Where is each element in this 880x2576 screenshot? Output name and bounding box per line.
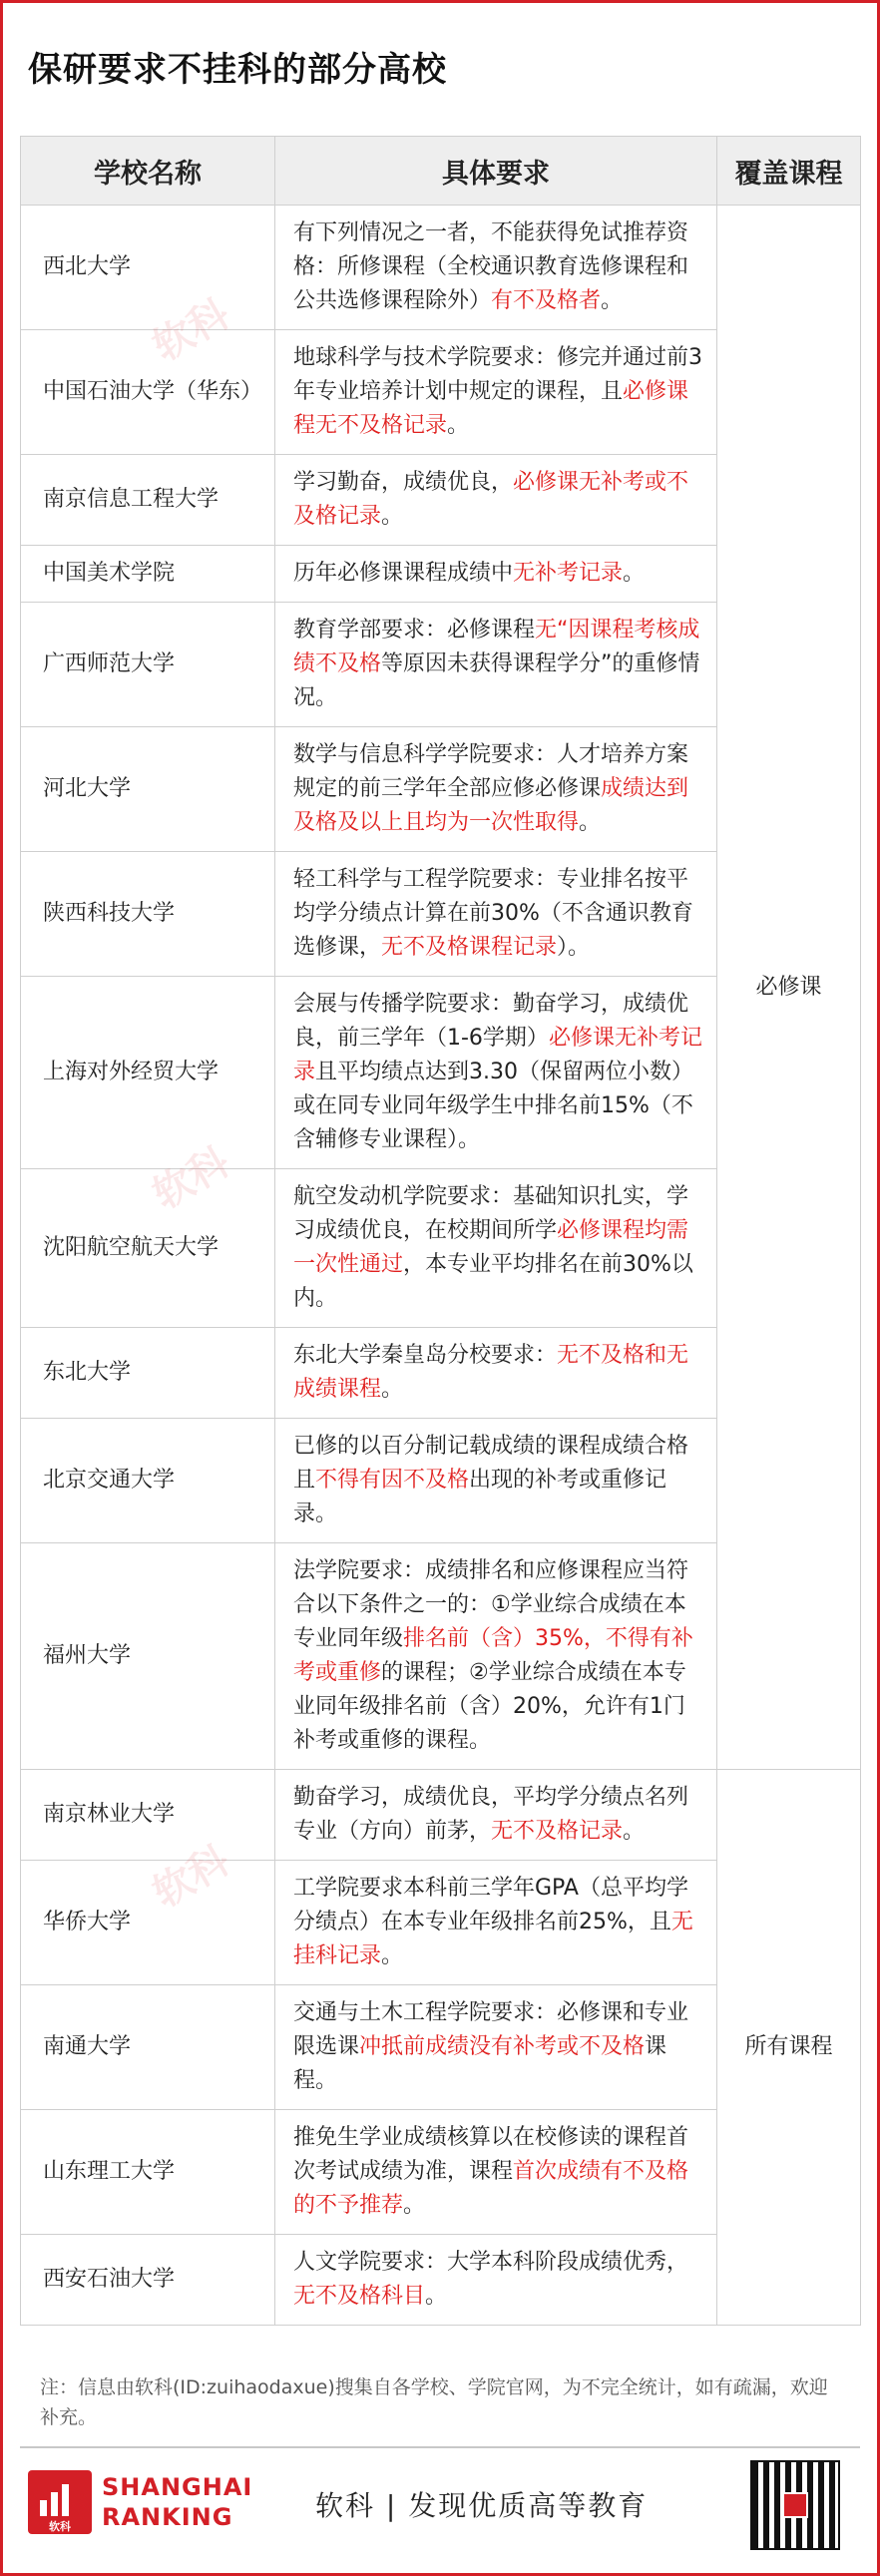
requirement-segment: 数学与信息科学学院要求：人才培养方案规定的前三学年全部应修必修课: [293, 742, 689, 801]
school-name: 沈阳航空航天大学: [21, 1169, 275, 1328]
highlight-text: “因课程考核成绩不及格: [293, 618, 700, 676]
school-name: 山东理工大学: [21, 2110, 275, 2235]
requirement-text: [275, 1169, 717, 1328]
school-name: 中国美术学院: [21, 546, 275, 603]
requirement-segment: 工学院要求本科前三学年GPA（总平均学分绩点）在本专业年级排名前25%，且: [293, 1876, 688, 1934]
requirement-text: [275, 1543, 717, 1770]
requirement-segment: 等原因未获得课程学分”的重修情况。: [293, 651, 700, 710]
school-name: 西北大学: [21, 206, 275, 330]
requirement-segment: 。: [403, 2193, 426, 2218]
schools-table: [20, 136, 861, 2326]
requirement-segment: 。: [579, 810, 602, 835]
header-requirement: 具体要求: [275, 137, 717, 206]
page-title: 保研要求不挂科的部分高校: [28, 50, 447, 90]
highlight-text: 无: [535, 618, 558, 643]
requirement-segment: 。: [381, 504, 404, 529]
school-name: 南京信息工程大学: [21, 455, 275, 546]
table-row: [21, 1770, 861, 1861]
table-row: [21, 206, 861, 330]
highlight-text: 有不及格者: [491, 288, 602, 313]
requirement-segment: 。: [601, 288, 624, 313]
requirement-segment: 已修的以百分制记载成绩的课程成绩合格且: [293, 1434, 689, 1493]
footer-slogan: 软科 | 发现优质高等教育: [315, 2489, 649, 2522]
brand-name: [102, 2472, 252, 2532]
highlight-text: 无不及格和无成绩课程: [293, 1343, 689, 1402]
requirement-text: [275, 852, 717, 977]
footnote: 注：信息由软科(ID:zuihaodaxue)搜集自各学校、学院官网，为不完全统计，如有疏漏，欢迎补充。: [40, 2376, 828, 2428]
requirement-segment: 历年必修课课程成绩中: [293, 561, 514, 586]
school-name: 中国石油大学（华东）: [21, 330, 275, 455]
school-name: 南通大学: [21, 1985, 275, 2110]
requirement-text: [275, 1328, 717, 1419]
requirement-segment: 交通与土木工程学院要求：必修课和专业限选课: [293, 2000, 689, 2059]
requirement-segment: 会展与传播学院要求：勤奋学习，成绩优良，前三学年（1-6学期）: [293, 992, 689, 1051]
school-name: 福州大学: [21, 1543, 275, 1770]
requirement-segment: 东北大学秦皇岛分校要求：: [293, 1343, 558, 1368]
requirement-text: [275, 546, 717, 603]
requirement-text: [275, 1985, 717, 2110]
highlight-text: 必修课无补考记录: [293, 1026, 702, 1084]
coverage-cell: 所有课程: [717, 1770, 861, 2326]
requirement-segment: 。: [447, 413, 470, 438]
footer-divider: [20, 2446, 860, 2448]
school-name: 华侨大学: [21, 1861, 275, 1985]
requirement-segment: ，本专业平均排名在前30%以内。: [293, 1252, 693, 1311]
requirement-segment: 推免生学业成绩核算以在校修读的课程首次考试成绩为准，课程: [293, 2125, 689, 2184]
school-name: 南京林业大学: [21, 1770, 275, 1861]
requirement-text: [275, 206, 717, 330]
requirement-segment: 课程。: [293, 2034, 667, 2093]
highlight-text: 无不及格科目: [293, 2284, 426, 2309]
schools-table-wrapper: [20, 136, 860, 2326]
requirement-segment: 。: [381, 1943, 404, 1968]
school-name: 广西师范大学: [21, 603, 275, 727]
requirement-segment: 出现的补考或重修记录。: [293, 1468, 667, 1526]
requirement-text: [275, 977, 717, 1169]
school-name: 陕西科技大学: [21, 852, 275, 977]
highlight-text: 无补考记录: [513, 561, 624, 586]
school-name: 东北大学: [21, 1328, 275, 1419]
highlight-text: 成绩达到及格及以上且均为一次性取得: [293, 776, 689, 835]
requirement-segment: 。: [425, 2284, 448, 2309]
requirement-segment: 轻工科学与工程学院要求：专业排名按平均学分绩点计算在前30%（不含通识教育选修课，: [293, 867, 693, 960]
logo-text: 软科: [49, 2520, 71, 2533]
requirement-segment: 人文学院要求：大学本科阶段成绩优秀，: [293, 2250, 689, 2275]
highlight-text: 无挂科记录: [293, 1910, 693, 1968]
highlight-text: 必修课程无不及格记录: [293, 379, 689, 438]
brand-line-2: RANKING: [102, 2503, 233, 2531]
highlight-text: 首次成绩有不及格的不予推荐: [293, 2159, 689, 2218]
requirement-text: [275, 1770, 717, 1861]
requirement-segment: 法学院要求：成绩排名和应修课程应当符合以下条件之一的：①学业综合成绩在本专业同年级: [293, 1558, 689, 1651]
requirement-text: [275, 2110, 717, 2235]
table-header-row: [21, 137, 861, 206]
requirement-segment: 且平均绩点达到3.30（保留两位小数）或在同专业同年级学生中排名前15%（不含辅修专业课程）。: [293, 1060, 694, 1152]
shanghai-ranking-logo-icon: [28, 2470, 92, 2534]
highlight-text: 冲抵前成绩没有补考或不及格: [359, 2034, 646, 2059]
school-name: 北京交通大学: [21, 1419, 275, 1543]
requirement-segment: 地球科学与技术学院要求：修完并通过前3年专业培养计划中规定的课程，且: [293, 345, 702, 404]
brand-line-1: SHANGHAI: [102, 2473, 253, 2501]
requirement-segment: 航空发动机学院要求：基础知识扎实，学习成绩优良，在校期间所学: [293, 1184, 689, 1243]
requirement-segment: 的课程；②学业综合成绩在本专业同年级排名前（含）20%，允许有1门补考或重修的课程。: [293, 1660, 686, 1753]
requirement-text: [275, 455, 717, 546]
school-name: 河北大学: [21, 727, 275, 852]
school-name: 西安石油大学: [21, 2235, 275, 2326]
highlight-text: 不得有因不及格: [315, 1468, 470, 1493]
header-coverage: 覆盖课程: [717, 137, 861, 206]
school-name: 上海对外经贸大学: [21, 977, 275, 1169]
highlight-text: 无不及格课程记录: [381, 935, 558, 960]
requirement-segment: 学习勤奋，成绩优良，: [293, 470, 514, 495]
header-school: 学校名称: [21, 137, 275, 206]
requirement-text: [275, 330, 717, 455]
highlight-text: 无不及格记录: [491, 1819, 624, 1844]
requirement-segment: 。: [623, 1819, 646, 1844]
requirement-text: [275, 727, 717, 852]
requirement-segment: ）。: [557, 935, 591, 960]
requirement-segment: 。: [623, 561, 646, 586]
requirement-text: [275, 1419, 717, 1543]
table-body: [21, 206, 861, 2326]
requirement-text: [275, 1861, 717, 1985]
qr-center-logo-icon: [782, 2492, 808, 2518]
highlight-text: 排名前（含）35%，不得有补考或重修: [293, 1626, 693, 1685]
requirement-segment: 勤奋学习，成绩优良，平均学分绩点名列专业（方向）前茅，: [293, 1785, 689, 1844]
requirement-text: [275, 2235, 717, 2326]
highlight-text: 必修课程均需一次性通过: [293, 1218, 689, 1277]
requirement-segment: 。: [381, 1377, 404, 1402]
requirement-segment: 教育学部要求：必修课程: [293, 618, 536, 643]
coverage-cell: 必修课: [717, 206, 861, 1770]
highlight-text: 必修课无补考或不及格记录: [293, 470, 689, 529]
requirement-text: [275, 603, 717, 727]
requirement-segment: 有下列情况之一者，不能获得免试推荐资格：所修课程（全校通识教育选修课程和公共选修课程除外）: [293, 220, 689, 313]
